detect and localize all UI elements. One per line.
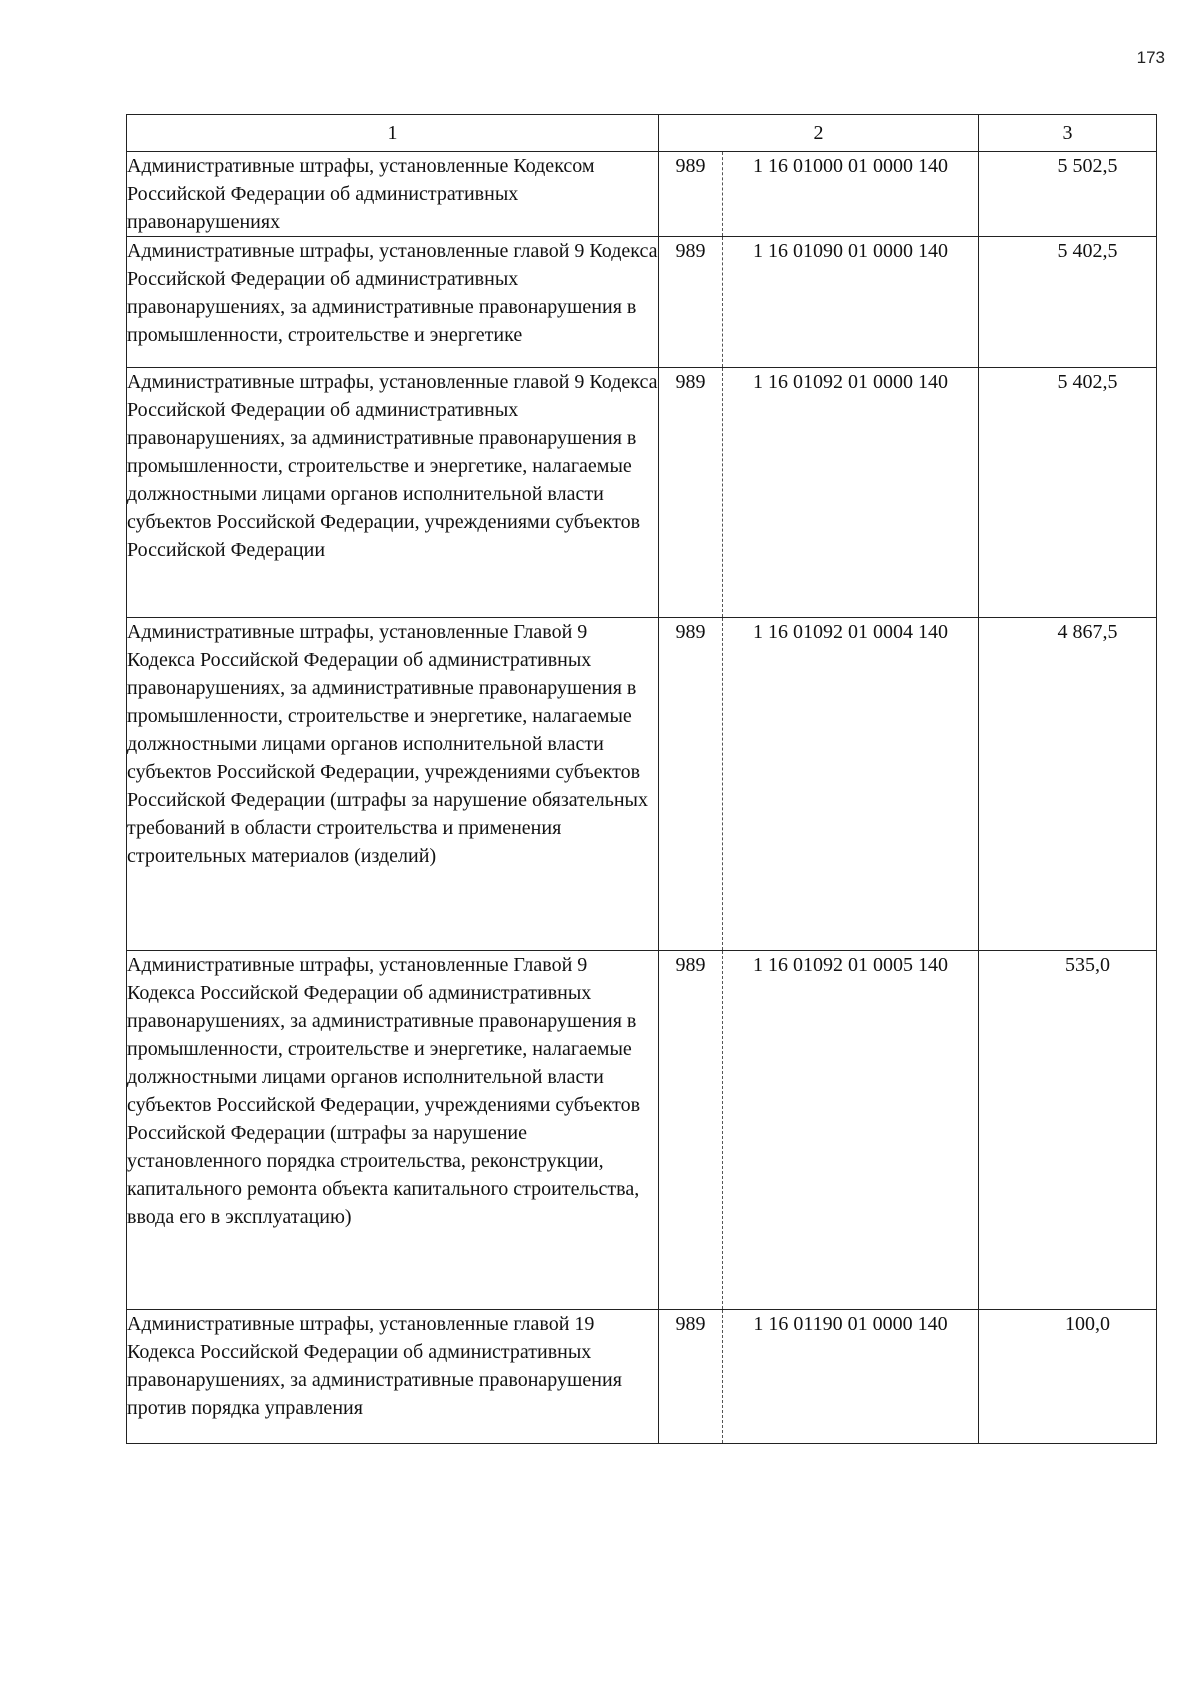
table-row [127,618,1157,951]
row-amount: 5 402,5 [1057,371,1118,393]
row-amount: 535,0 [1065,954,1110,976]
row-amount: 100,0 [1065,1313,1110,1335]
column-header-2: 2 [659,115,979,152]
row-amount: 5 402,5 [1057,240,1118,262]
table-row [127,951,1157,1310]
row-amount-cell [979,152,1157,237]
row-admin-code: 989 [659,152,723,237]
row-admin-code: 989 [659,1310,723,1444]
row-amount-cell [979,1310,1157,1444]
row-budget-code: 1 16 01092 01 0005 140 [723,951,979,1310]
row-amount-cell [979,237,1157,368]
table-header-row [127,115,1157,152]
row-admin-code: 989 [659,368,723,618]
row-amount: 4 867,5 [1057,621,1118,643]
row-description: Административные штрафы, установленные главой 9 Кодекса Российской Федерации об административных правонарушениях, за административные правонарушения в промышленности, строительстве и энергетике [127,237,659,368]
table-row [127,152,1157,237]
row-admin-code: 989 [659,618,723,951]
row-amount: 5 502,5 [1057,155,1118,177]
row-budget-code: 1 16 01000 01 0000 140 [723,152,979,237]
row-description: Административные штрафы, установленные главой 19 Кодекса Российской Федерации об административных правонарушениях, за административные правонарушения против порядка управления [127,1310,659,1444]
page-number: 173 [1136,48,1165,67]
row-amount-cell [979,368,1157,618]
row-budget-code: 1 16 01092 01 0000 140 [723,368,979,618]
column-header-3: 3 [979,115,1157,152]
row-description: Административные штрафы, установленные Кодексом Российской Федерации об административных правонарушениях [127,152,659,237]
row-admin-code: 989 [659,951,723,1310]
column-header-1: 1 [127,115,659,152]
row-budget-code: 1 16 01090 01 0000 140 [723,237,979,368]
table-row [127,368,1157,618]
row-budget-code: 1 16 01092 01 0004 140 [723,618,979,951]
table-row [127,1310,1157,1444]
row-budget-code: 1 16 01190 01 0000 140 [723,1310,979,1444]
row-amount-cell [979,951,1157,1310]
row-description: Административные штрафы, установленные Главой 9 Кодекса Российской Федерации об административных правонарушениях, за административные правонарушения в промышленности, строительстве и энергетике, налагаемые должностными лицами органов исполнительной власти субъектов Российской Федерации, учреждениями субъектов Российской Федерации (штрафы за нарушение установленного порядка строительства, реконструкции, капитального ремонта объекта капитального строительства, ввода его в эксплуатацию) [127,951,659,1310]
row-description: Административные штрафы, установленные главой 9 Кодекса Российской Федерации об административных правонарушениях, за административные правонарушения в промышленности, строительстве и энергетике, налагаемые должностными лицами органов исполнительной власти субъектов Российской Федерации, учреждениями субъектов Российской Федерации [127,368,659,618]
table-row [127,237,1157,368]
budget-revenue-table [126,114,1157,1444]
row-amount-cell [979,618,1157,951]
row-description: Административные штрафы, установленные Главой 9 Кодекса Российской Федерации об административных правонарушениях, за административные правонарушения в промышленности, строительстве и энергетике, налагаемые должностными лицами органов исполнительной власти субъектов Российской Федерации, учреждениями субъектов Российской Федерации (штрафы за нарушение обязательных требований в области строительства и применения строительных материалов (изделий) [127,618,659,951]
row-admin-code: 989 [659,237,723,368]
